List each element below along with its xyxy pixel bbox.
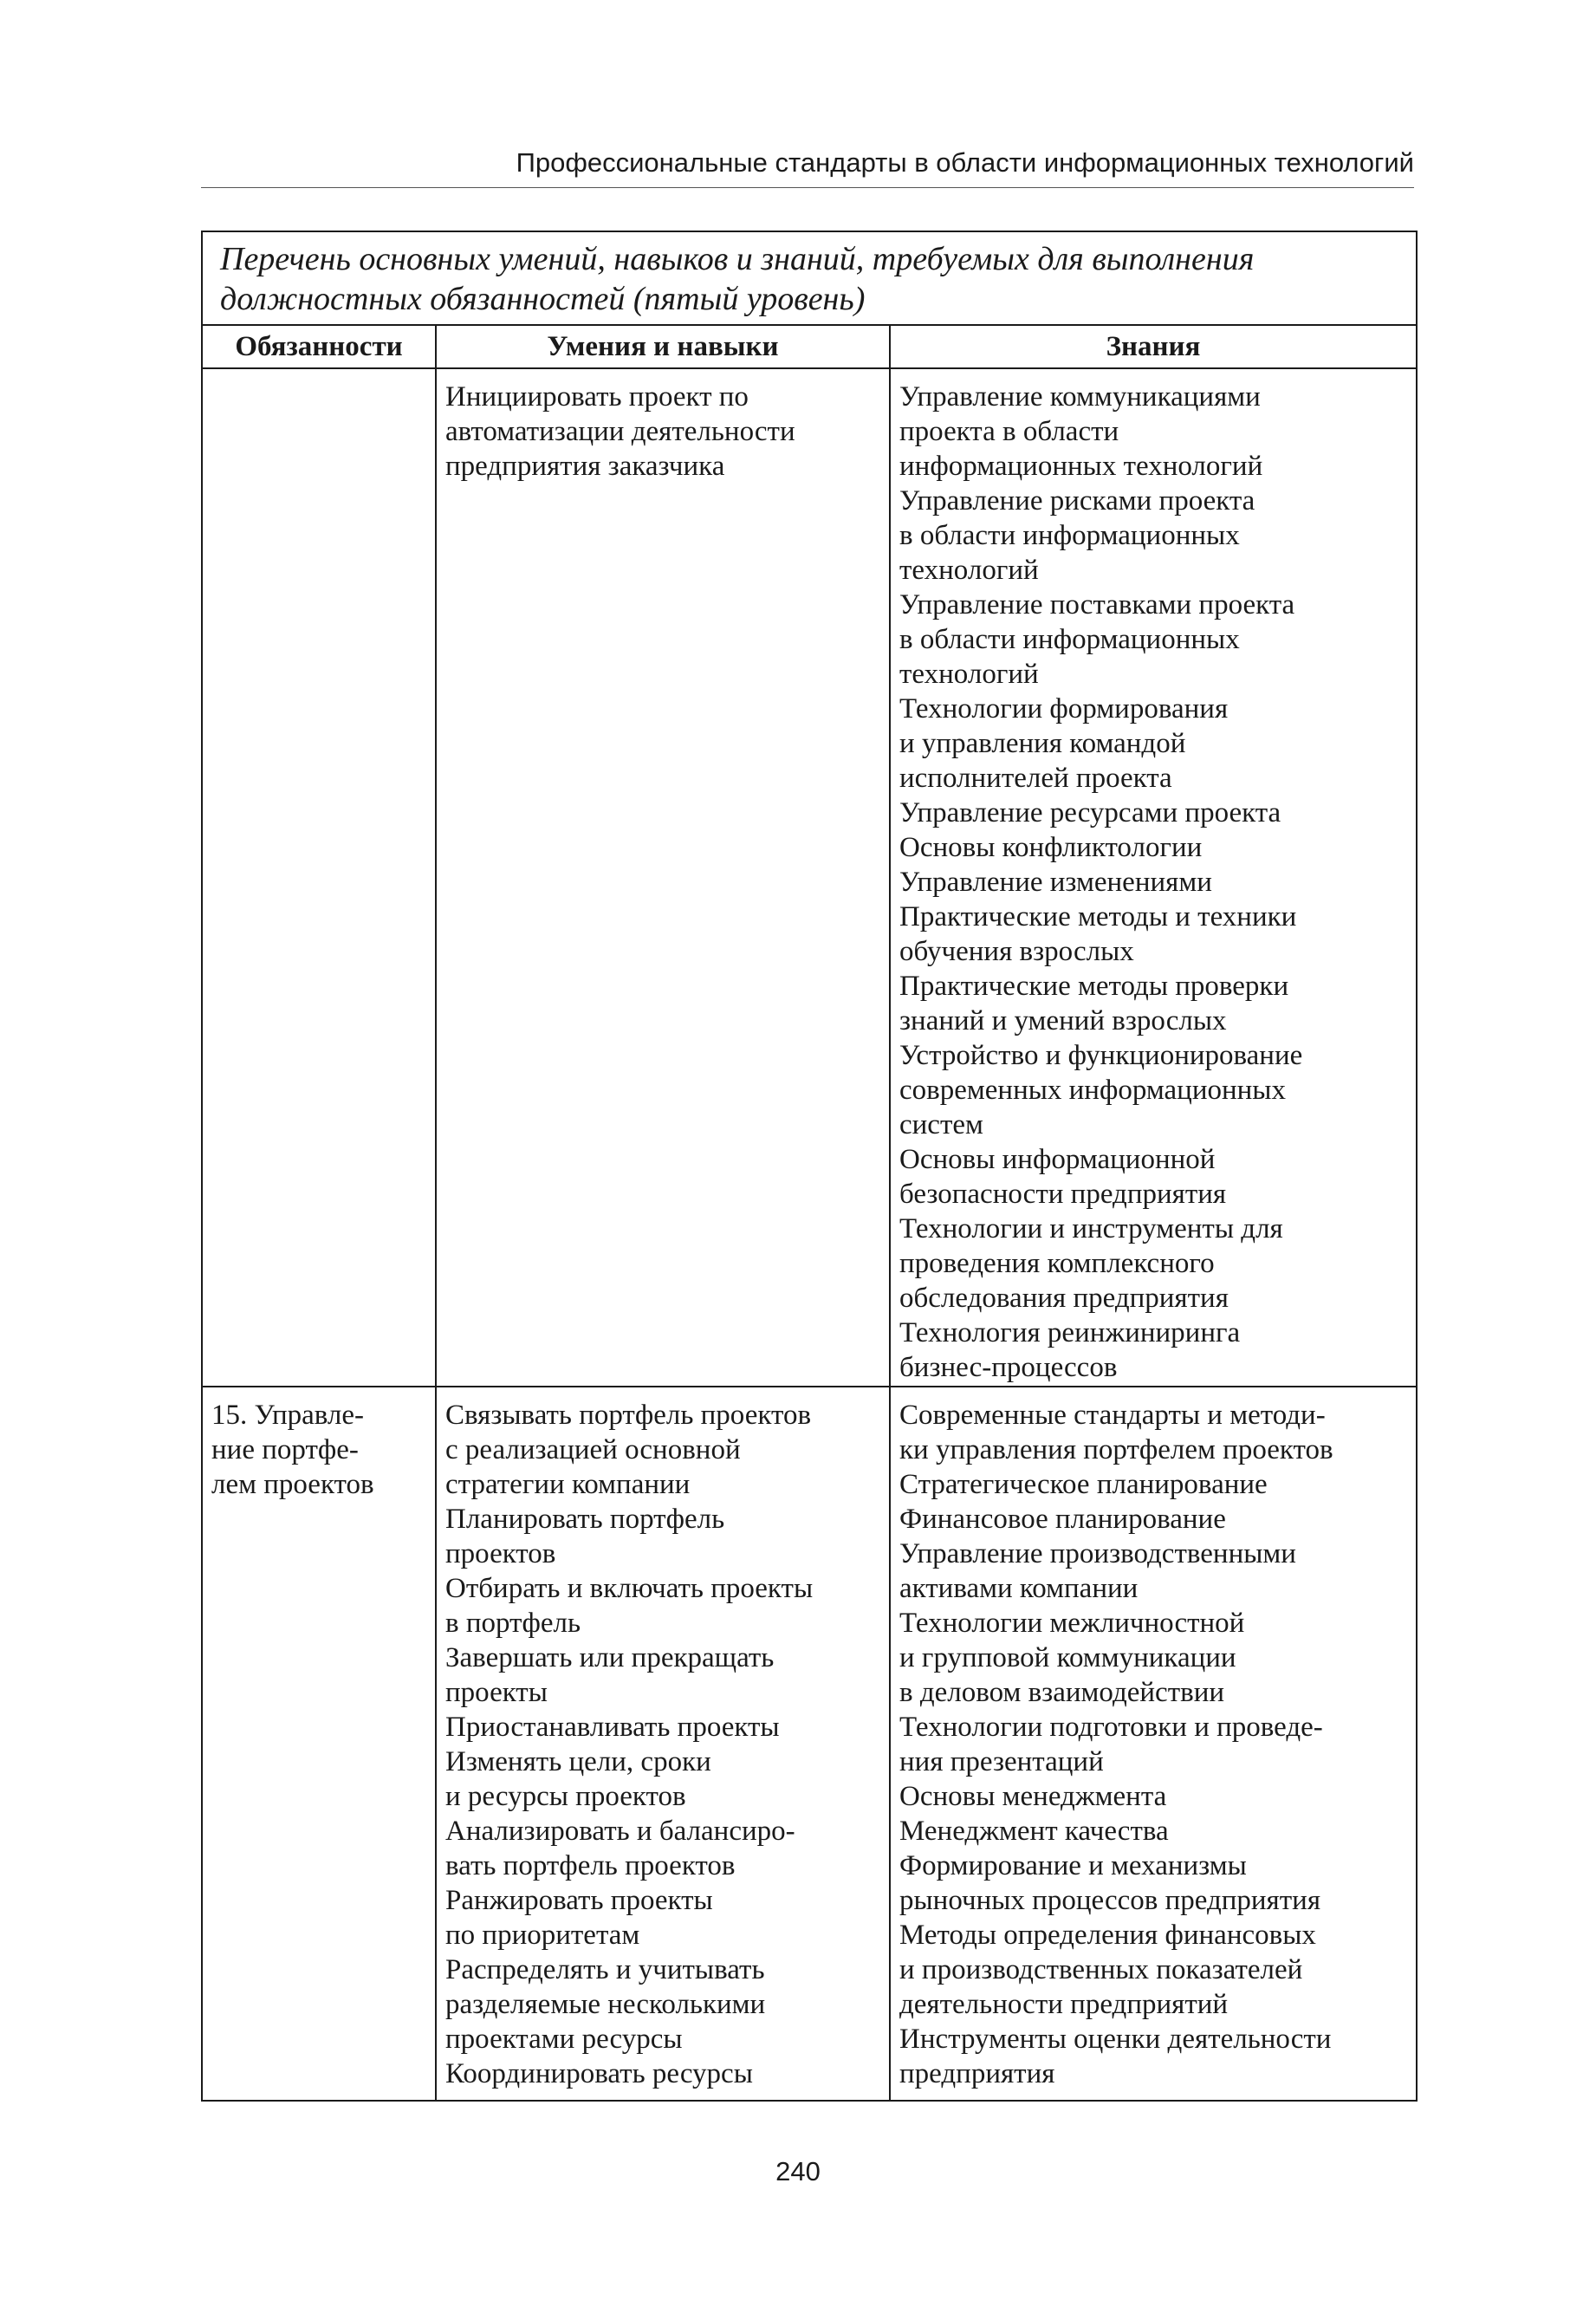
column-header-duties: Обязанности bbox=[202, 325, 436, 368]
cell-line: разделяемые несколькими bbox=[445, 1989, 766, 2020]
page-number: 240 bbox=[775, 2156, 821, 2186]
duty-cell bbox=[202, 1387, 436, 2101]
cell-line: исполнителей проекта bbox=[899, 763, 1172, 794]
cell-line: в портфель bbox=[445, 1608, 581, 1639]
cell-line: Устройство и функционирование bbox=[899, 1040, 1303, 1071]
cell-line: Управление коммуникациями bbox=[899, 381, 1261, 413]
cell-line: Основы конфликтологии bbox=[899, 832, 1203, 863]
competency-table bbox=[201, 231, 1418, 2102]
skills-cell bbox=[436, 1387, 890, 2101]
cell-line: Формирование и механизмы bbox=[899, 1850, 1247, 1881]
cell-line: безопасности предприятия bbox=[899, 1179, 1227, 1210]
table-caption bbox=[202, 231, 1417, 325]
cell-line: Отбирать и включать проекты bbox=[445, 1573, 814, 1604]
cell-line: Управление поставками проекта bbox=[899, 589, 1295, 620]
cell-line: проекты bbox=[445, 1677, 548, 1708]
cell-line: Связывать портфель проектов bbox=[445, 1400, 812, 1431]
cell-line: ки управления портфелем проектов bbox=[899, 1434, 1333, 1465]
cell-line: по приоритетам bbox=[445, 1920, 640, 1951]
cell-line: технологий bbox=[899, 555, 1039, 586]
cell-line: обучения взрослых bbox=[899, 936, 1134, 967]
cell-line: Управление рисками проекта bbox=[899, 485, 1255, 517]
running-header: Профессиональные стандарты в области информационных технологий bbox=[516, 147, 1414, 178]
cell-line: Планировать портфель bbox=[445, 1504, 725, 1535]
cell-line: обследования предприятия bbox=[899, 1283, 1229, 1314]
column-header-row bbox=[202, 325, 1417, 368]
cell-line: Ранжировать проекты bbox=[445, 1885, 713, 1916]
cell-line: Завершать или прекращать bbox=[445, 1642, 775, 1673]
column-header-knowledge: Знания bbox=[890, 325, 1417, 368]
cell-line: лем проектов bbox=[211, 1469, 374, 1500]
table-row bbox=[202, 1387, 1417, 2101]
cell-line: деятельности предприятий bbox=[899, 1989, 1229, 2020]
cell-line: технологий bbox=[899, 659, 1039, 690]
caption-line: должностных обязанностей (пятый уровень) bbox=[220, 281, 866, 317]
cell-line: Изменять цели, сроки bbox=[445, 1746, 711, 1777]
cell-line: ния презентаций bbox=[899, 1746, 1104, 1777]
cell-line: активами компании bbox=[899, 1573, 1139, 1604]
cell-line: предприятия bbox=[899, 2058, 1055, 2089]
cell-line: предприятия заказчика bbox=[445, 451, 725, 482]
cell-line: рыночных процессов предприятия bbox=[899, 1885, 1320, 1916]
column-header-skills: Умения и навыки bbox=[436, 325, 890, 368]
cell-line: Инструменты оценки деятельности bbox=[899, 2024, 1332, 2055]
caption-row bbox=[202, 231, 1417, 325]
cell-line: Координировать ресурсы bbox=[445, 2058, 753, 2089]
cell-line: Современные стандарты и методи- bbox=[899, 1400, 1326, 1431]
cell-line: Финансовое планирование bbox=[899, 1504, 1226, 1535]
duty-cell bbox=[202, 368, 436, 1387]
cell-line: в деловом взаимодействии bbox=[899, 1677, 1225, 1708]
cell-line: Практические методы проверки bbox=[899, 971, 1289, 1002]
cell-line: Приостанавливать проекты bbox=[445, 1712, 780, 1743]
cell-line: и групповой коммуникации bbox=[899, 1642, 1236, 1673]
skills-cell bbox=[436, 368, 890, 1387]
cell-line: проведения комплексного bbox=[899, 1248, 1215, 1279]
knowledge-cell bbox=[890, 1387, 1417, 2101]
cell-line: проекта в области bbox=[899, 416, 1119, 447]
table-row bbox=[202, 368, 1417, 1387]
cell-line: в области информационных bbox=[899, 520, 1240, 551]
cell-line: Стратегическое планирование bbox=[899, 1469, 1268, 1500]
cell-line: 15. Управле- bbox=[211, 1400, 365, 1431]
cell-line: Технологии межличностной bbox=[899, 1608, 1245, 1639]
cell-line: Распределять и учитывать bbox=[445, 1954, 765, 1985]
cell-line: и управления командой bbox=[899, 728, 1186, 759]
cell-line: бизнес-процессов bbox=[899, 1352, 1118, 1383]
header-rule bbox=[201, 187, 1414, 188]
cell-line: Практические методы и техники bbox=[899, 901, 1297, 932]
cell-line: Инициировать проект по bbox=[445, 381, 749, 413]
cell-line: в области информационных bbox=[899, 624, 1240, 655]
cell-line: и производственных показателей bbox=[899, 1954, 1303, 1985]
cell-line: Управление производственными bbox=[899, 1538, 1296, 1569]
cell-line: вать портфель проектов bbox=[445, 1850, 736, 1881]
cell-line: Управление изменениями bbox=[899, 867, 1212, 898]
cell-line: автоматизации деятельности bbox=[445, 416, 795, 447]
cell-line: Технологии формирования bbox=[899, 693, 1229, 724]
cell-line: Технологии и инструменты для bbox=[899, 1213, 1283, 1244]
cell-line: Технологии подготовки и проведе- bbox=[899, 1712, 1323, 1743]
cell-line: Технология реинжиниринга bbox=[899, 1317, 1241, 1348]
cell-line: стратегии компании bbox=[445, 1469, 691, 1500]
cell-line: Основы менеджмента bbox=[899, 1781, 1167, 1812]
caption-line: Перечень основных умений, навыков и знаний, требуемых для выполнения bbox=[220, 241, 1255, 277]
knowledge-cell bbox=[890, 368, 1417, 1387]
cell-line: Методы определения финансовых bbox=[899, 1920, 1316, 1951]
cell-line: Менеджмент качества bbox=[899, 1816, 1169, 1847]
cell-line: Анализировать и балансиро- bbox=[445, 1816, 795, 1847]
cell-line: проектами ресурсы bbox=[445, 2024, 683, 2055]
cell-line: Управление ресурсами проекта bbox=[899, 797, 1281, 828]
cell-line: современных информационных bbox=[899, 1075, 1286, 1106]
cell-line: информационных технологий bbox=[899, 451, 1263, 482]
cell-line: Основы информационной bbox=[899, 1144, 1216, 1175]
cell-line: ние портфе- bbox=[211, 1434, 359, 1465]
cell-line: проектов bbox=[445, 1538, 556, 1569]
cell-line: знаний и умений взрослых bbox=[899, 1005, 1227, 1036]
cell-line: с реализацией основной bbox=[445, 1434, 741, 1465]
cell-line: и ресурсы проектов bbox=[445, 1781, 686, 1812]
cell-line: систем bbox=[899, 1109, 983, 1140]
